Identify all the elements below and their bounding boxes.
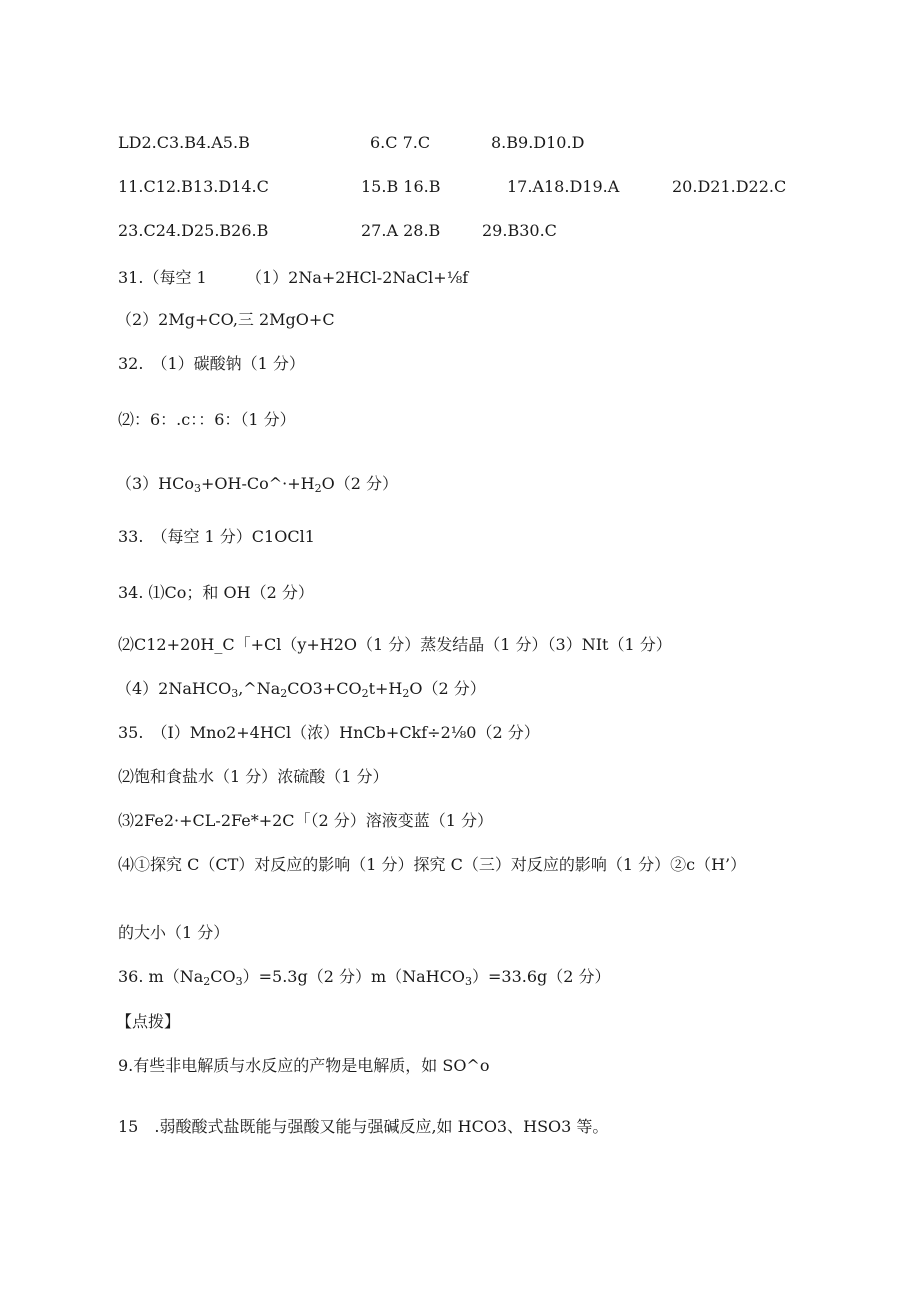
q31-part-2: （2）2Mg+CO,三 2MgO+C — [116, 310, 335, 329]
q32-part-3: $(3)HCo_3+OH-Co\^{}\cdot+H_2O(2$ 分） — [116, 474, 399, 495]
q35-part-1: 35. （I）Mno2+4HCl（浓）HnCb+Ckf÷2⅛0（2 分） — [118, 723, 540, 742]
q35-part-4-cont: 的大小（1 分） — [118, 923, 230, 942]
answers-8-10: 8.B9.D10.D — [491, 133, 585, 152]
q35-part-2: ⑵饱和食盐水（1 分）浓硫酸（1 分） — [118, 767, 389, 786]
answers-1-5: LD2.C3.B4.A5.B — [118, 133, 250, 152]
q31-part-1: （1）2Na+2HCl-2NaCl+⅛f — [246, 268, 469, 287]
hint-title: 【点拨】 — [116, 1012, 181, 1031]
q36-answer: 36. $m(Na_2CO_3)=5.3g(2$ 分）m（NaHCO$_3$）=33.6g（2 分） — [118, 967, 611, 988]
answers-17-19: 17.A18.D19.A — [507, 177, 620, 196]
answers-20-22: 20.D21.D22.C — [672, 177, 787, 196]
q32-part-1: 32. （1）碳酸钠（1 分） — [118, 354, 305, 373]
q33-answer: 33. （每空 1 分）C1OCl1 — [118, 527, 315, 546]
q31-number: 31.（每空 1 — [118, 268, 207, 287]
answers-29-30: 29.B30.C — [482, 221, 557, 240]
answers-15-16: 15.B 16.B — [361, 177, 441, 196]
q35-part-3: ⑶2Fe2·+CL-2Fe*+2C「（2 分）溶液变蓝（1 分） — [118, 811, 494, 830]
answers-6-7: 6.C 7.C — [370, 133, 431, 152]
hint-15: 15 .弱酸酸式盐既能与强酸又能与强碱反应,如 HCO3、HSO3 等。 — [118, 1117, 609, 1136]
q34-part-1: 34. ⑴Co；和 OH（2 分） — [118, 583, 314, 602]
hint-9: 9.有些非电解质与水反应的产物是电解质，如 SO^o — [118, 1056, 490, 1075]
answers-23-26: 23.C24.D25.B26.B — [118, 221, 269, 240]
answers-27-28: 27.A 28.B — [361, 221, 441, 240]
q34-part-4: $(4)2NaHCO_3,\^{}Na_2CO3+CO_2t+H_2O(2$ 分） — [116, 679, 486, 700]
q34-part-2-3: ⑵C12+20H_C「+Cl（y+H2O（1 分）蒸发结晶（1 分）（3）NIt（1 分） — [118, 635, 672, 654]
q35-part-4: ⑷①探究 C（CT）对反应的影响（1 分）探究 C（三）对反应的影响（1 分）②c（H’） — [118, 855, 747, 874]
q32-part-2: ⑵：6：.c：：6：（1 分） — [118, 410, 296, 429]
answers-11-14: 11.C12.B13.D14.C — [118, 177, 269, 196]
